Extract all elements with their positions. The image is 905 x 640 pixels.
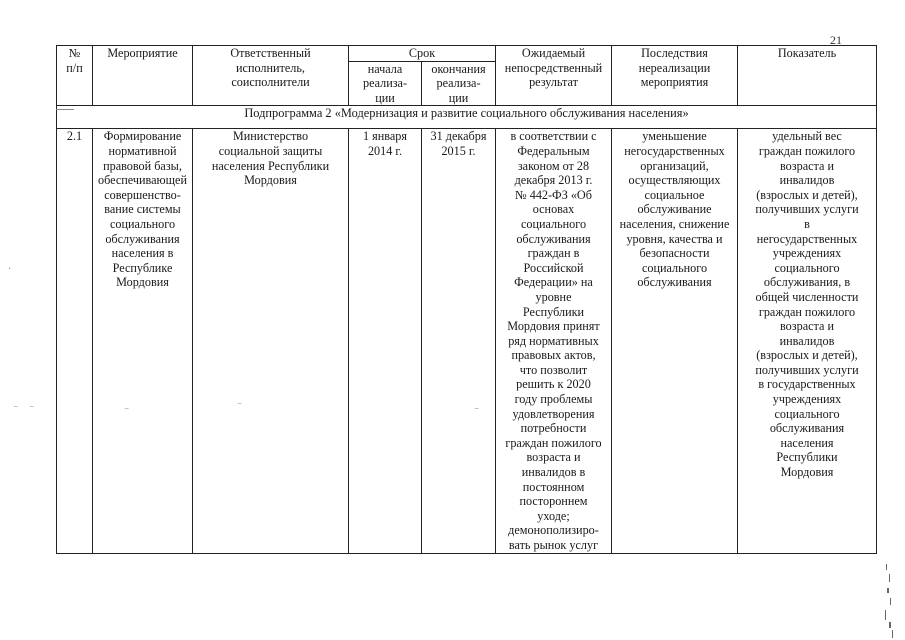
cell-term-start: 1 января 2014 г.	[349, 129, 422, 553]
cell-expected-result: в соответствии с Федеральным законом от 28 декабря 2013 г. № 442-ФЗ «Об основах социального обслуживания граждан в Российской Федерации» на уровне Республики Мордовия принят ряд нормативных правовых актов, что позволит решить к 2020 году проблемы удовлетворения потребности граждан пожилого возраста и инвалидов в постоянном постороннем уходе; демонополизиро- вать рынок услуг	[496, 129, 612, 553]
program-table	[56, 45, 877, 554]
section-row	[57, 106, 877, 129]
header-term-start: начала реализа- ции	[349, 61, 422, 106]
scan-artifact: ‾	[30, 407, 34, 418]
header-row-1	[57, 46, 877, 62]
scan-artifact: ‾	[475, 409, 479, 420]
header-term-end: окончания реализа- ции	[422, 61, 496, 106]
scan-artifact: ‾	[125, 409, 129, 420]
cell-num: 2.1	[57, 129, 93, 553]
cell-event: Формирование нормативной правовой базы, обеспечивающей совершенство- вание системы социального обслуживания населения в Республике Мордовия	[93, 129, 193, 553]
scan-artifact: ‾	[14, 407, 18, 418]
page-number: 21	[830, 33, 842, 47]
header-event: Мероприятие	[93, 46, 193, 106]
cell-consequences: уменьшение негосударственных организаций, осуществляющих социальное обслуживание населения, снижение уровня, качества и безопасности социального обслуживания	[612, 129, 738, 553]
header-expected-result: Ожидаемый непосредственный результат	[496, 46, 612, 106]
header-num: № п/п	[57, 46, 93, 106]
cell-term-end: 31 декабря 2015 г.	[422, 129, 496, 553]
cell-responsible: Министерство социальной защиты населения Республики Мордовия	[193, 129, 349, 553]
scan-edge-noise	[880, 560, 898, 640]
scan-artifact	[56, 109, 74, 110]
section-title: Подпрограмма 2 «Модернизация и развитие социального обслуживания населения»	[57, 106, 877, 129]
header-indicator: Показатель	[738, 46, 877, 106]
header-responsible: Ответственный исполнитель, соисполнители	[193, 46, 349, 106]
scan-artifact: ·	[8, 264, 12, 275]
header-consequences: Последствия нереализации мероприятия	[612, 46, 738, 106]
header-term: Срок	[349, 46, 496, 62]
table-row	[57, 129, 877, 553]
scan-artifact: ‾	[238, 404, 242, 415]
cell-indicator: удельный вес граждан пожилого возраста и инвалидов (взрослых и детей), получивших услуги в негосударственных учреждениях социального обслуживания, в общей численности граждан пожилого возраста и инвалидов (взрослых и детей), получивших услуги в государственных учреждениях социального обслуживания населения Республики Мордовия	[738, 129, 877, 553]
